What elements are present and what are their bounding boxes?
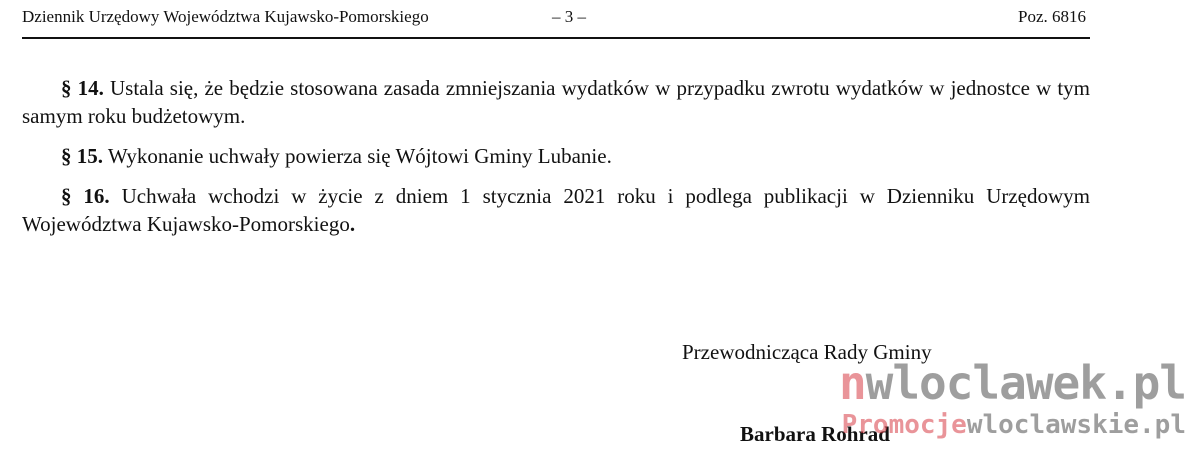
watermark-accent: Promocje — [841, 410, 967, 440]
paragraph-15 — [22, 142, 1090, 170]
header-divider — [22, 37, 1090, 39]
paragraph-text: Wykonanie uchwały powierza się Wójtowi Gminy Lubanie. — [107, 144, 612, 168]
signature-name: Barbara Rohrad — [740, 422, 890, 446]
section-marker: § 14. — [61, 76, 104, 100]
watermark-text: wloclawskie.pl — [966, 410, 1186, 440]
paragraph-text: Ustala się, że będzie stosowana zasada zmniejszania wydatków w przypadku zwrotu wydatków w jednostce w tym samym roku budżetowym. — [22, 76, 1090, 128]
watermark-logo-primary — [839, 358, 1186, 408]
watermark-accent: n — [838, 356, 866, 410]
page-header — [22, 6, 1090, 32]
publication-title: Dziennik Urzędowy Województwa Kujawsko-Pomorskiego — [22, 7, 429, 26]
document-body — [22, 74, 1090, 250]
signature-role: Przewodnicząca Rady Gminy — [682, 340, 932, 364]
section-marker: § 16. — [61, 184, 110, 208]
page-number: – 3 – — [552, 7, 586, 26]
watermark-text: wloclawek.pl — [865, 356, 1186, 410]
position-number: Poz. 6816 — [1018, 7, 1086, 26]
watermark-logo-secondary — [842, 410, 1186, 440]
paragraph-end-mark: . — [349, 212, 356, 236]
paragraph-14 — [22, 74, 1090, 130]
paragraph-text: Uchwała wchodzi w życie z dniem 1 stycznia 2021 roku i podlega publikacji w Dzienniku Urzędowym Województwa Kujawsko-Pomorskiego — [22, 184, 1090, 236]
section-marker: § 15. — [61, 144, 103, 168]
paragraph-16 — [22, 182, 1090, 238]
